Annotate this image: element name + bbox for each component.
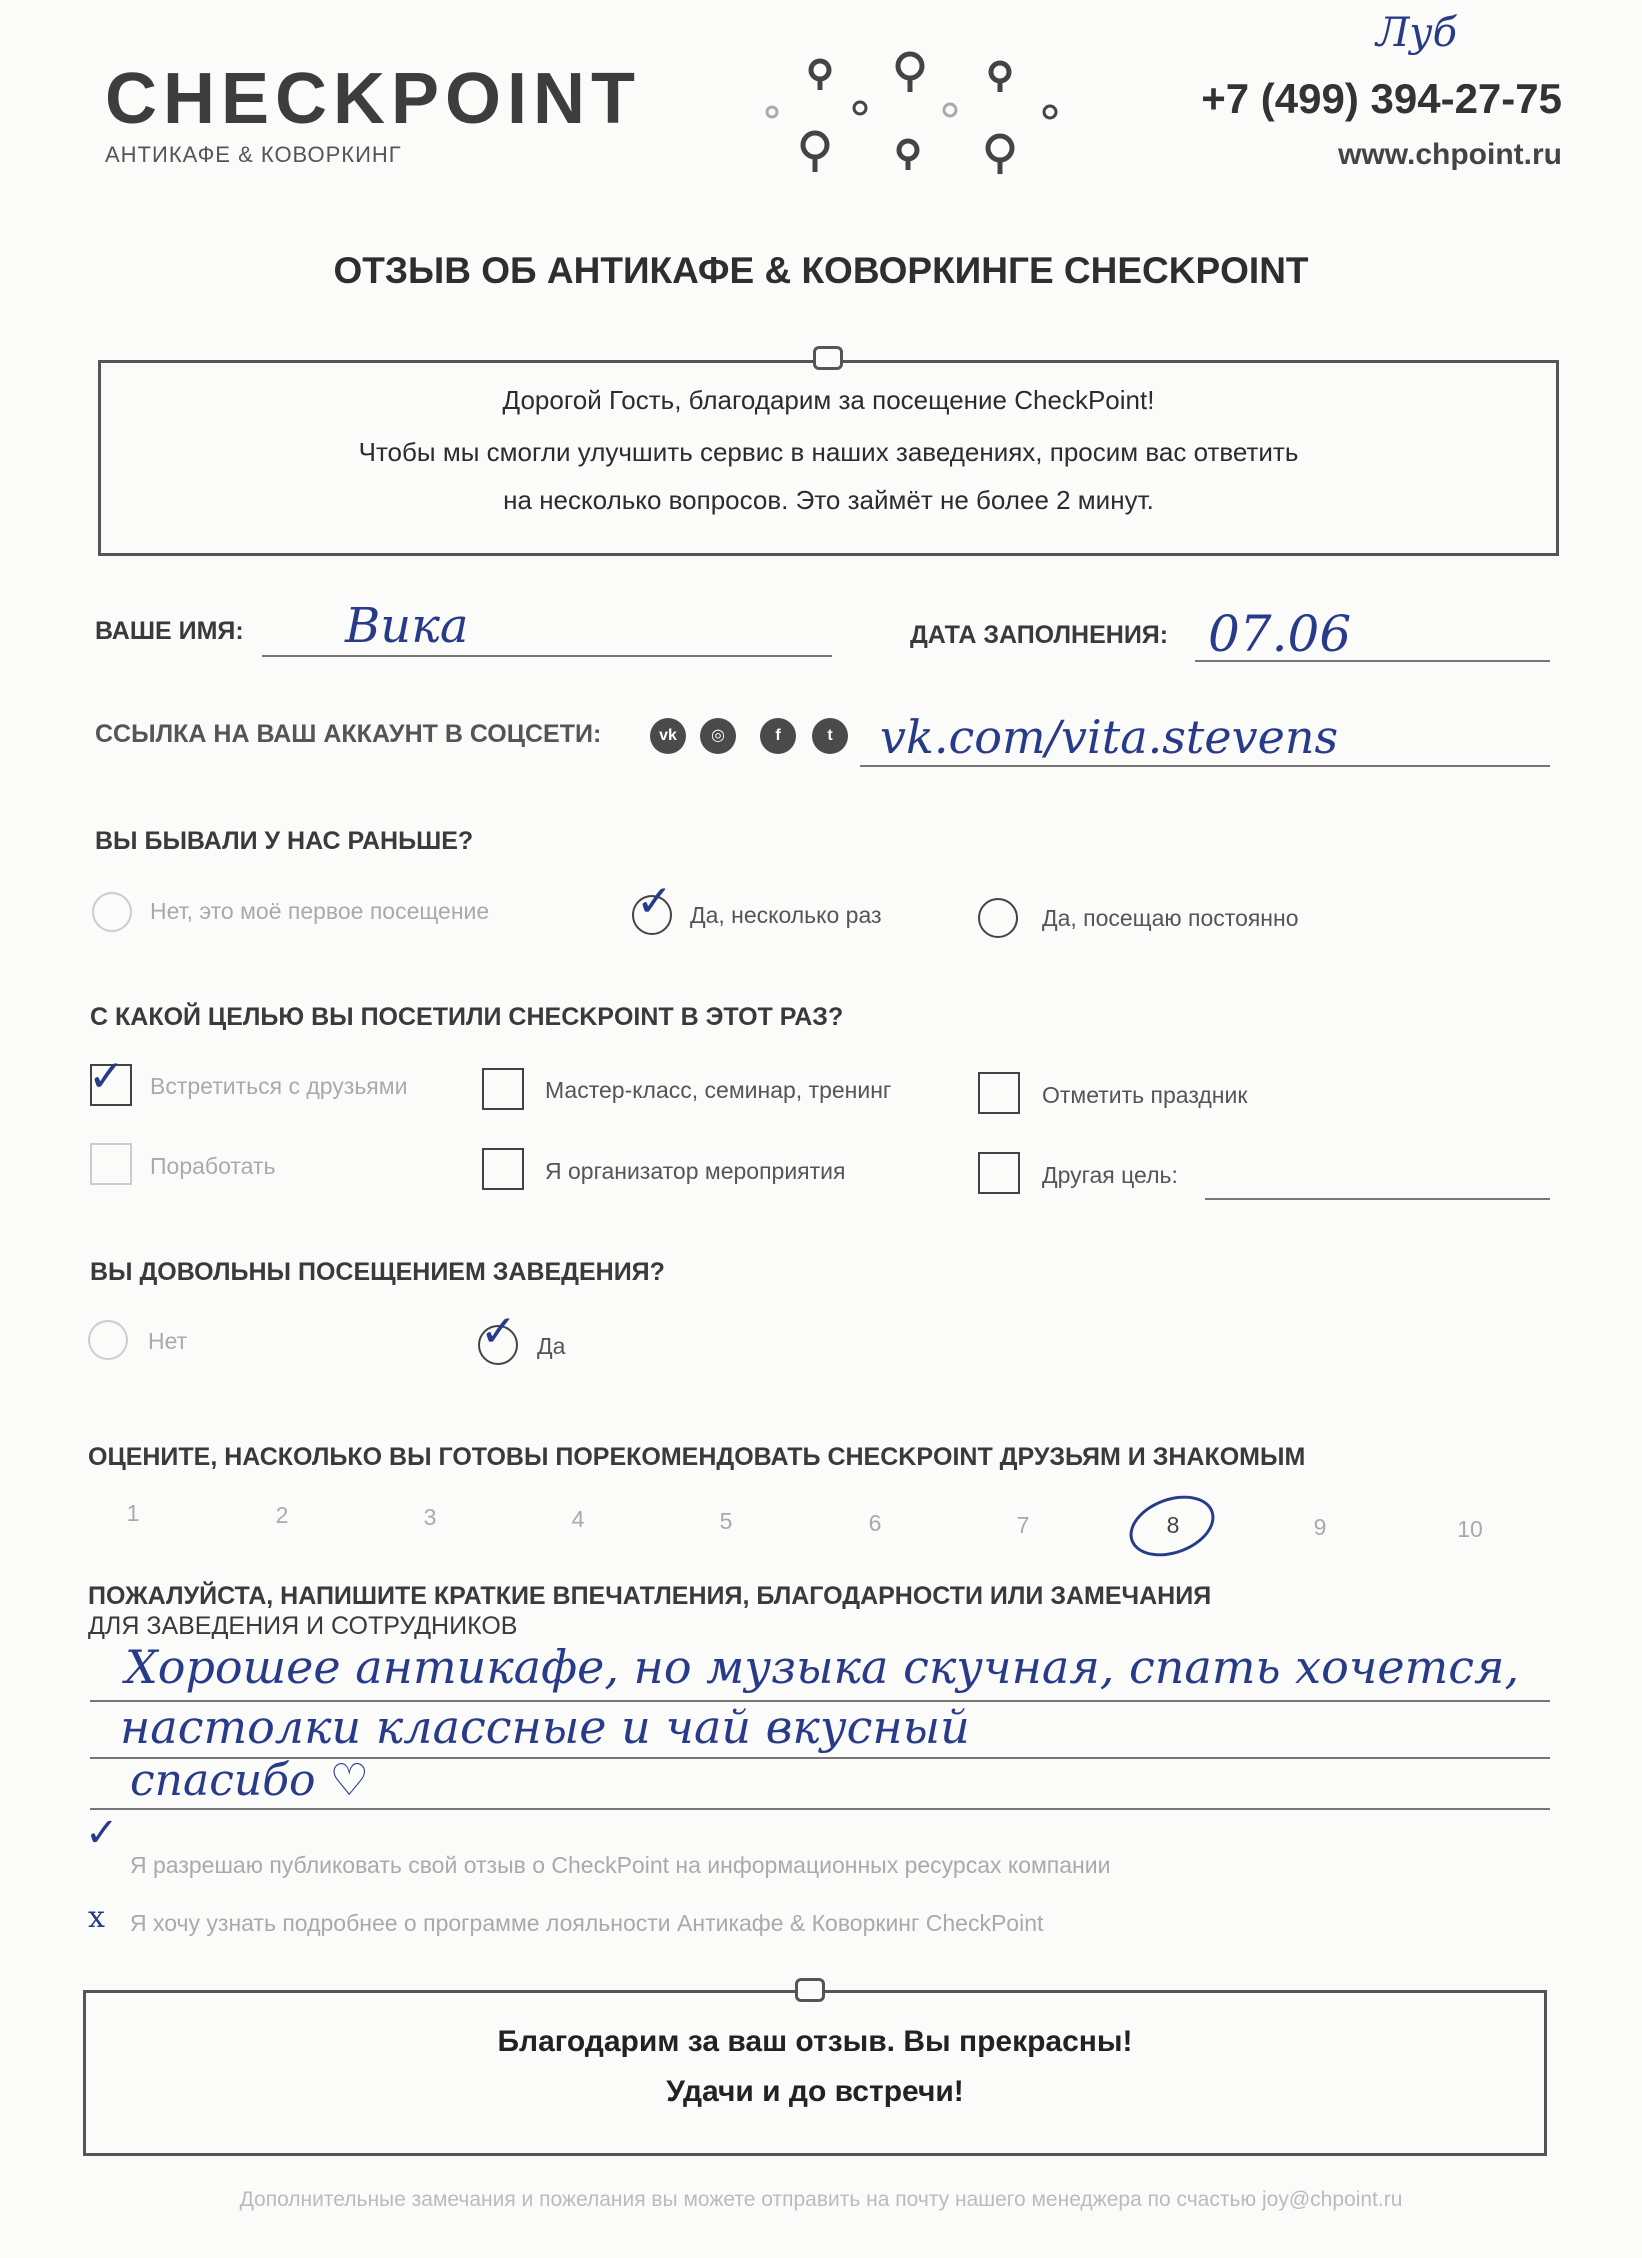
location-pins-icon xyxy=(760,50,1080,190)
purpose-question: С КАКОЙ ЦЕЛЬЮ ВЫ ПОСЕТИЛИ CHECKPOINT В ЭТОТ РАЗ? xyxy=(90,1003,844,1031)
footer-note: Дополнительные замечания и пожелания вы можете отправить на почту нашего менеджера по счастью joy@chpoint.ru xyxy=(239,2188,1403,2211)
satisfied-check-mark: ✓ xyxy=(480,1306,517,1357)
comment-text-line-3: спасибо ♡ xyxy=(130,1755,369,1806)
scale-5[interactable]: 5 xyxy=(719,1508,733,1534)
comments-question-line-1: ПОЖАЛУЙСТА, НАПИШИТЕ КРАТКИЕ ВПЕЧАТЛЕНИЯ, БЛАГОДАРНОСТИ ИЛИ ЗАМЕЧАНИЯ xyxy=(88,1582,1212,1610)
name-field-line[interactable] xyxy=(262,655,832,657)
scale-9[interactable]: 9 xyxy=(1313,1514,1327,1540)
satisfied-option-yes: Да xyxy=(537,1333,566,1359)
date-value: 07.06 xyxy=(1208,605,1352,663)
comment-text-line-2: настолки классные и чай вкусный xyxy=(120,1700,970,1754)
chat-icon-bottom xyxy=(795,1978,825,2002)
logo-subtitle: АНТИКАФЕ & КОВОРКИНГ xyxy=(105,142,402,167)
intro-line-2: Чтобы мы смогли улучшить сервис в наших заведениях, просим вас ответить xyxy=(358,437,1299,467)
scale-6[interactable]: 6 xyxy=(868,1510,882,1536)
purpose-checkbox-masterclass[interactable] xyxy=(482,1068,524,1110)
purpose-option-friends: Встретиться с друзьями xyxy=(150,1073,408,1099)
name-label: ВАШЕ ИМЯ: xyxy=(95,617,244,645)
recommend-question: ОЦЕНИТЕ, НАСКОЛЬКО ВЫ ГОТОВЫ ПОРЕКОМЕНДОВАТЬ CHECKPOINT ДРУЗЬЯМ И ЗНАКОМЫМ xyxy=(88,1443,1306,1471)
purpose-checkbox-holiday[interactable] xyxy=(978,1072,1020,1114)
thanks-line-1: Благодарим за ваш отзыв. Вы прекрасны! xyxy=(497,2025,1133,2058)
satisfied-radio-no[interactable] xyxy=(88,1320,128,1360)
form-title: ОТЗЫВ ОБ АНТИКАФЕ & КОВОРКИНГЕ CHECKPOINT xyxy=(333,250,1309,291)
comments-question-line-2: ДЛЯ ЗАВЕДЕНИЯ И СОТРУДНИКОВ xyxy=(88,1612,518,1640)
facebook-icon: f xyxy=(760,718,796,754)
scale-4[interactable]: 4 xyxy=(571,1506,585,1532)
purpose-option-work: Поработать xyxy=(150,1153,276,1179)
thanks-box xyxy=(83,1990,1547,2156)
chat-icon xyxy=(813,346,843,370)
handwritten-corner-note: Луб xyxy=(1376,10,1457,56)
comments-line-3[interactable] xyxy=(90,1808,1550,1810)
selected-score-circle xyxy=(1121,1485,1223,1568)
visited-radio-regular[interactable] xyxy=(978,898,1018,938)
loyalty-consent-text: Я хочу узнать подробнее о программе лояльности Антикафе & Коворкинг CheckPoint xyxy=(130,1910,1044,1936)
visited-radio-first[interactable] xyxy=(92,892,132,932)
visited-option-several: Да, несколько раз xyxy=(690,902,882,928)
purpose-checkbox-other[interactable] xyxy=(978,1152,1020,1194)
scale-10[interactable]: 10 xyxy=(1457,1516,1483,1542)
satisfied-question: ВЫ ДОВОЛЬНЫ ПОСЕЩЕНИЕМ ЗАВЕДЕНИЯ? xyxy=(90,1258,665,1286)
scale-8[interactable]: 8 xyxy=(1166,1512,1180,1538)
intro-line-3: на несколько вопросов. Это займёт не более 2 минут. xyxy=(503,485,1154,515)
social-label: ССЫЛКА НА ВАШ АККАУНТ В СОЦСЕТИ: xyxy=(95,720,602,748)
scale-1[interactable]: 1 xyxy=(126,1500,140,1526)
phone-number: +7 (499) 394-27-75 xyxy=(1201,75,1562,122)
website-url: www.chpoint.ru xyxy=(1338,138,1562,171)
visited-option-first: Нет, это моё первое посещение xyxy=(150,898,490,924)
purpose-option-other: Другая цель: xyxy=(1042,1162,1178,1188)
date-label: ДАТА ЗАПОЛНЕНИЯ: xyxy=(910,621,1169,649)
intro-line-1: Дорогой Гость, благодарим за посещение CheckPoint! xyxy=(502,385,1155,415)
social-field-line[interactable] xyxy=(860,765,1550,767)
purpose-checkbox-organizer[interactable] xyxy=(482,1148,524,1190)
purpose-check-mark: ✓ xyxy=(88,1051,125,1102)
visited-check-mark: ✓ xyxy=(636,876,673,927)
name-value: Вика xyxy=(345,598,469,654)
scale-3[interactable]: 3 xyxy=(423,1504,437,1530)
purpose-checkbox-work[interactable] xyxy=(90,1143,132,1185)
comment-text-line-1: Хорошее антикафе, но музыка скучная, спать хочется, xyxy=(125,1640,1520,1694)
checkpoint-logo: CHECKPOINT xyxy=(105,59,642,139)
scale-2[interactable]: 2 xyxy=(275,1502,289,1528)
scale-7[interactable]: 7 xyxy=(1016,1512,1030,1538)
visited-before-question: ВЫ БЫВАЛИ У НАС РАНЬШЕ? xyxy=(95,827,474,855)
other-purpose-field-line[interactable] xyxy=(1205,1198,1550,1200)
publish-consent-mark[interactable]: ✓ xyxy=(85,1810,119,1856)
social-value: vk.com/vita.stevens xyxy=(880,710,1339,764)
purpose-option-organizer: Я организатор мероприятия xyxy=(545,1158,846,1184)
vk-icon: vk xyxy=(650,718,686,754)
loyalty-consent-mark[interactable]: x xyxy=(88,1900,105,1935)
instagram-icon: ◎ xyxy=(700,718,736,754)
visited-option-regular: Да, посещаю постоянно xyxy=(1042,905,1299,931)
thanks-line-2: Удачи и до встречи! xyxy=(666,2075,964,2108)
twitter-icon: t xyxy=(812,718,848,754)
publish-consent-text: Я разрешаю публиковать свой отзыв о CheckPoint на информационных ресурсах компании xyxy=(130,1852,1111,1878)
purpose-option-masterclass: Мастер-класс, семинар, тренинг xyxy=(545,1077,892,1103)
purpose-option-holiday: Отметить праздник xyxy=(1042,1082,1248,1108)
satisfied-option-no: Нет xyxy=(148,1328,188,1354)
